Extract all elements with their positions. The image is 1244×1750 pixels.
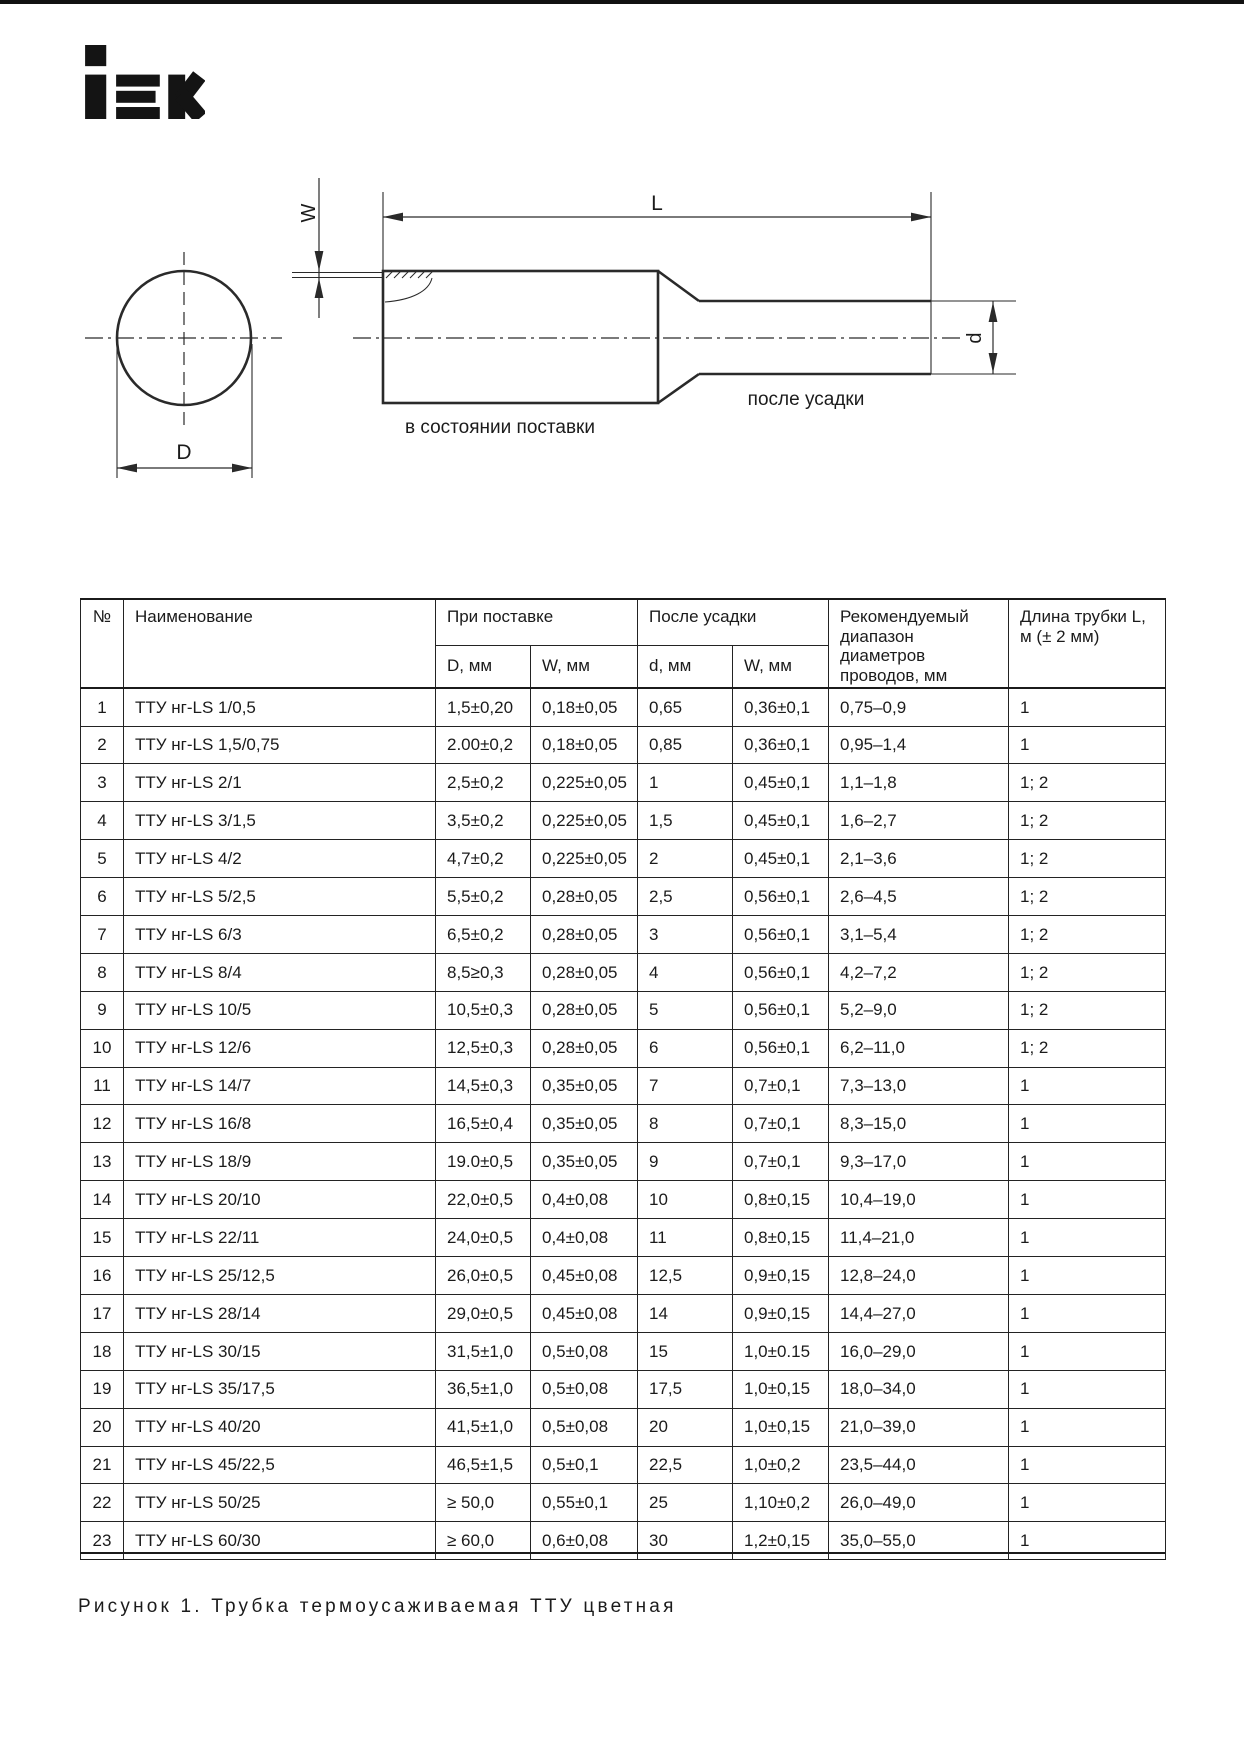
dim-label-d-small: d	[964, 332, 986, 344]
cell-length: 1	[1009, 726, 1166, 764]
cell-W-delivery: 0,55±0,1	[531, 1484, 638, 1522]
cell-length: 1; 2	[1009, 991, 1166, 1029]
cell-length: 1	[1009, 1408, 1166, 1446]
cell-length: 1; 2	[1009, 802, 1166, 840]
cell-D-delivery: 16,5±0,4	[436, 1105, 531, 1143]
cell-D-delivery: 24,0±0,5	[436, 1219, 531, 1257]
spec-table	[80, 598, 1166, 1560]
cell-name: ТТУ нг-LS 1,5/0,75	[124, 726, 436, 764]
cell-num: 1	[81, 688, 124, 726]
cell-W-shrunk: 0,56±0,1	[733, 1029, 829, 1067]
cell-num: 10	[81, 1029, 124, 1067]
cell-W-shrunk: 0,7±0,1	[733, 1105, 829, 1143]
cell-length: 1	[1009, 1522, 1166, 1560]
cell-D-delivery: 14,5±0,3	[436, 1067, 531, 1105]
cell-num: 6	[81, 878, 124, 916]
cell-W-delivery: 0,35±0,05	[531, 1067, 638, 1105]
cell-d-shrunk: 1,5	[638, 802, 733, 840]
cell-D-delivery: 6,5±0,2	[436, 916, 531, 954]
cell-D-delivery: 1,5±0,20	[436, 688, 531, 726]
cell-W-delivery: 0,5±0,08	[531, 1332, 638, 1370]
cell-W-delivery: 0,28±0,05	[531, 1029, 638, 1067]
cell-W-delivery: 0,4±0,08	[531, 1181, 638, 1219]
cell-W-shrunk: 1,0±0,15	[733, 1370, 829, 1408]
cell-W-delivery: 0,18±0,05	[531, 688, 638, 726]
cell-W-delivery: 0,5±0,08	[531, 1370, 638, 1408]
dim-label-w: W	[298, 203, 320, 223]
cell-W-shrunk: 0,8±0,15	[733, 1181, 829, 1219]
cell-num: 13	[81, 1143, 124, 1181]
cell-d-shrunk: 4	[638, 953, 733, 991]
cell-name: ТТУ нг-LS 12/6	[124, 1029, 436, 1067]
cell-W-shrunk: 1,0±0,15	[733, 1408, 829, 1446]
cell-D-delivery: 19.0±0,5	[436, 1143, 531, 1181]
table-row	[81, 1181, 1166, 1219]
wall-leader-curve	[385, 278, 432, 302]
cell-wire-range: 16,0–29,0	[829, 1332, 1009, 1370]
cell-W-delivery: 0,225±0,05	[531, 802, 638, 840]
cell-W-delivery: 0,35±0,05	[531, 1143, 638, 1181]
cell-d-shrunk: 20	[638, 1408, 733, 1446]
cell-name: ТТУ нг-LS 25/12,5	[124, 1257, 436, 1295]
cell-name: ТТУ нг-LS 35/17,5	[124, 1370, 436, 1408]
spec-table-body	[81, 688, 1166, 1559]
table-row	[81, 1067, 1166, 1105]
cell-num: 15	[81, 1219, 124, 1257]
cell-name: ТТУ нг-LS 10/5	[124, 991, 436, 1029]
cell-W-shrunk: 0,56±0,1	[733, 991, 829, 1029]
cell-num: 19	[81, 1370, 124, 1408]
cell-W-delivery: 0,225±0,05	[531, 764, 638, 802]
cell-length: 1	[1009, 1370, 1166, 1408]
table-row	[81, 953, 1166, 991]
table-row	[81, 688, 1166, 726]
cell-name: ТТУ нг-LS 16/8	[124, 1105, 436, 1143]
table-row	[81, 1219, 1166, 1257]
cell-D-delivery: 2.00±0,2	[436, 726, 531, 764]
cell-num: 14	[81, 1181, 124, 1219]
page-top-edge	[0, 0, 1244, 4]
figure-drawing	[0, 140, 1244, 500]
table-row	[81, 1294, 1166, 1332]
cell-num: 9	[81, 991, 124, 1029]
cell-D-delivery: 29,0±0,5	[436, 1294, 531, 1332]
dim-label-l: L	[651, 192, 663, 215]
header-wire-range: Рекомендуемый диапазон диаметров проводов, мм	[829, 599, 1009, 688]
cell-num: 22	[81, 1484, 124, 1522]
header-tube-length: Длина трубки L, м (± 2 мм)	[1009, 599, 1166, 688]
cell-d-shrunk: 10	[638, 1181, 733, 1219]
cell-D-delivery: 12,5±0,3	[436, 1029, 531, 1067]
cell-W-shrunk: 1,2±0,15	[733, 1522, 829, 1560]
cell-W-shrunk: 0,7±0,1	[733, 1143, 829, 1181]
cell-wire-range: 8,3–15,0	[829, 1105, 1009, 1143]
cell-W-shrunk: 1,0±0,2	[733, 1446, 829, 1484]
cell-d-shrunk: 0,65	[638, 688, 733, 726]
cell-D-delivery: 8,5≥0,3	[436, 953, 531, 991]
table-bottom-rule	[80, 1552, 1165, 1554]
cell-length: 1; 2	[1009, 878, 1166, 916]
cell-name: ТТУ нг-LS 18/9	[124, 1143, 436, 1181]
cell-d-shrunk: 22,5	[638, 1446, 733, 1484]
table-row	[81, 1257, 1166, 1295]
cell-W-shrunk: 0,45±0,1	[733, 764, 829, 802]
cell-name: ТТУ нг-LS 40/20	[124, 1408, 436, 1446]
cell-length: 1; 2	[1009, 764, 1166, 802]
table-row	[81, 726, 1166, 764]
cell-D-delivery: 4,7±0,2	[436, 840, 531, 878]
cell-num: 21	[81, 1446, 124, 1484]
cell-W-delivery: 0,5±0,08	[531, 1408, 638, 1446]
cell-W-shrunk: 1,0±0.15	[733, 1332, 829, 1370]
cell-num: 18	[81, 1332, 124, 1370]
cell-W-delivery: 0,28±0,05	[531, 878, 638, 916]
header-num: №	[81, 599, 124, 688]
cell-length: 1	[1009, 1143, 1166, 1181]
cell-W-shrunk: 1,10±0,2	[733, 1484, 829, 1522]
cell-d-shrunk: 30	[638, 1522, 733, 1560]
cell-d-shrunk: 0,85	[638, 726, 733, 764]
cell-name: ТТУ нг-LS 60/30	[124, 1522, 436, 1560]
cell-W-shrunk: 0,56±0,1	[733, 953, 829, 991]
header-d-shrunk: d, мм	[638, 645, 733, 688]
wall-thickness-lines	[292, 273, 383, 278]
cell-num: 7	[81, 916, 124, 954]
cell-d-shrunk: 11	[638, 1219, 733, 1257]
cell-W-shrunk: 0,8±0,15	[733, 1219, 829, 1257]
cell-num: 16	[81, 1257, 124, 1295]
cell-num: 11	[81, 1067, 124, 1105]
cell-wire-range: 12,8–24,0	[829, 1257, 1009, 1295]
table-row	[81, 1029, 1166, 1067]
cell-name: ТТУ нг-LS 22/11	[124, 1219, 436, 1257]
cell-W-delivery: 0,225±0,05	[531, 840, 638, 878]
cell-W-delivery: 0,45±0,08	[531, 1294, 638, 1332]
cell-wire-range: 10,4–19,0	[829, 1181, 1009, 1219]
cell-d-shrunk: 7	[638, 1067, 733, 1105]
cell-W-delivery: 0,28±0,05	[531, 916, 638, 954]
cell-length: 1	[1009, 1257, 1166, 1295]
cell-W-shrunk: 0,45±0,1	[733, 802, 829, 840]
cell-length: 1; 2	[1009, 953, 1166, 991]
cell-D-delivery: ≥ 60,0	[436, 1522, 531, 1560]
header-group-shrunk: После усадки	[638, 599, 829, 645]
cell-W-delivery: 0,28±0,05	[531, 953, 638, 991]
cell-num: 4	[81, 802, 124, 840]
cell-length: 1	[1009, 1105, 1166, 1143]
cell-name: ТТУ нг-LS 5/2,5	[124, 878, 436, 916]
cell-d-shrunk: 2,5	[638, 878, 733, 916]
cell-wire-range: 21,0–39,0	[829, 1408, 1009, 1446]
cell-wire-range: 26,0–49,0	[829, 1484, 1009, 1522]
cell-wire-range: 7,3–13,0	[829, 1067, 1009, 1105]
cell-num: 2	[81, 726, 124, 764]
cell-d-shrunk: 9	[638, 1143, 733, 1181]
cell-name: ТТУ нг-LS 30/15	[124, 1332, 436, 1370]
cell-D-delivery: 36,5±1,0	[436, 1370, 531, 1408]
cell-wire-range: 4,2–7,2	[829, 953, 1009, 991]
cell-D-delivery: 26,0±0,5	[436, 1257, 531, 1295]
cell-num: 17	[81, 1294, 124, 1332]
cell-num: 3	[81, 764, 124, 802]
cell-W-delivery: 0,35±0,05	[531, 1105, 638, 1143]
cell-wire-range: 6,2–11,0	[829, 1029, 1009, 1067]
table-row	[81, 802, 1166, 840]
cell-length: 1; 2	[1009, 840, 1166, 878]
cell-d-shrunk: 25	[638, 1484, 733, 1522]
cell-D-delivery: 3,5±0,2	[436, 802, 531, 840]
table-row	[81, 1105, 1166, 1143]
cell-num: 20	[81, 1408, 124, 1446]
table-row	[81, 1408, 1166, 1446]
cell-wire-range: 2,6–4,5	[829, 878, 1009, 916]
cell-W-shrunk: 0,45±0,1	[733, 840, 829, 878]
cell-wire-range: 14,4–27,0	[829, 1294, 1009, 1332]
cell-W-shrunk: 0,36±0,1	[733, 688, 829, 726]
cell-wire-range: 5,2–9,0	[829, 991, 1009, 1029]
cell-name: ТТУ нг-LS 14/7	[124, 1067, 436, 1105]
cell-wire-range: 11,4–21,0	[829, 1219, 1009, 1257]
cell-num: 8	[81, 953, 124, 991]
cell-d-shrunk: 2	[638, 840, 733, 878]
table-row	[81, 991, 1166, 1029]
cell-length: 1; 2	[1009, 916, 1166, 954]
cell-name: ТТУ нг-LS 4/2	[124, 840, 436, 878]
cell-d-shrunk: 6	[638, 1029, 733, 1067]
cell-W-shrunk: 0,56±0,1	[733, 878, 829, 916]
cell-wire-range: 18,0–34,0	[829, 1370, 1009, 1408]
cell-length: 1	[1009, 1294, 1166, 1332]
cell-D-delivery: 10,5±0,3	[436, 991, 531, 1029]
cell-name: ТТУ нг-LS 2/1	[124, 764, 436, 802]
cell-W-shrunk: 0,9±0,15	[733, 1257, 829, 1295]
cell-d-shrunk: 8	[638, 1105, 733, 1143]
cell-d-shrunk: 5	[638, 991, 733, 1029]
cell-wire-range: 9,3–17,0	[829, 1143, 1009, 1181]
cell-W-shrunk: 0,7±0,1	[733, 1067, 829, 1105]
table-row	[81, 1332, 1166, 1370]
cell-name: ТТУ нг-LS 8/4	[124, 953, 436, 991]
cell-W-delivery: 0,28±0,05	[531, 991, 638, 1029]
table-row	[81, 1446, 1166, 1484]
cell-wire-range: 0,75–0,9	[829, 688, 1009, 726]
cell-length: 1	[1009, 1484, 1166, 1522]
cell-d-shrunk: 17,5	[638, 1370, 733, 1408]
cell-name: ТТУ нг-LS 6/3	[124, 916, 436, 954]
table-row	[81, 1143, 1166, 1181]
cell-d-shrunk: 3	[638, 916, 733, 954]
spec-table-header	[81, 599, 1166, 688]
cell-W-delivery: 0,45±0,08	[531, 1257, 638, 1295]
cell-W-shrunk: 0,9±0,15	[733, 1294, 829, 1332]
cell-D-delivery: 22,0±0,5	[436, 1181, 531, 1219]
cell-d-shrunk: 1	[638, 764, 733, 802]
cell-W-shrunk: 0,36±0,1	[733, 726, 829, 764]
table-row	[81, 764, 1166, 802]
header-W-delivery: W, мм	[531, 645, 638, 688]
tube-taper	[658, 271, 699, 403]
table-row	[81, 878, 1166, 916]
cell-num: 5	[81, 840, 124, 878]
cell-D-delivery: 2,5±0,2	[436, 764, 531, 802]
cell-W-delivery: 0,5±0,1	[531, 1446, 638, 1484]
cell-W-delivery: 0,4±0,08	[531, 1219, 638, 1257]
cell-num: 23	[81, 1522, 124, 1560]
iek-logo	[85, 45, 205, 119]
header-D-delivery: D, мм	[436, 645, 531, 688]
cell-W-delivery: 0,6±0,08	[531, 1522, 638, 1560]
cell-d-shrunk: 15	[638, 1332, 733, 1370]
cell-length: 1; 2	[1009, 1029, 1166, 1067]
cell-wire-range: 1,6–2,7	[829, 802, 1009, 840]
cell-d-shrunk: 12,5	[638, 1257, 733, 1295]
header-group-delivery: При поставке	[436, 599, 638, 645]
table-row	[81, 916, 1166, 954]
cell-length: 1	[1009, 688, 1166, 726]
cell-name: ТТУ нг-LS 20/10	[124, 1181, 436, 1219]
cell-name: ТТУ нг-LS 1/0,5	[124, 688, 436, 726]
cell-name: ТТУ нг-LS 3/1,5	[124, 802, 436, 840]
cell-name: ТТУ нг-LS 50/25	[124, 1484, 436, 1522]
cell-length: 1	[1009, 1067, 1166, 1105]
cell-wire-range: 3,1–5,4	[829, 916, 1009, 954]
table-row	[81, 1370, 1166, 1408]
cell-D-delivery: 41,5±1,0	[436, 1408, 531, 1446]
tube-delivered-outline	[383, 271, 658, 403]
cell-wire-range: 2,1–3,6	[829, 840, 1009, 878]
table-row	[81, 840, 1166, 878]
cell-d-shrunk: 14	[638, 1294, 733, 1332]
cell-wire-range: 1,1–1,8	[829, 764, 1009, 802]
cell-W-shrunk: 0,56±0,1	[733, 916, 829, 954]
cell-wire-range: 23,5–44,0	[829, 1446, 1009, 1484]
cell-length: 1	[1009, 1181, 1166, 1219]
label-delivered-state: в состоянии поставки	[405, 417, 595, 438]
cell-D-delivery: 31,5±1,0	[436, 1332, 531, 1370]
cell-D-delivery: ≥ 50,0	[436, 1484, 531, 1522]
cell-name: ТТУ нг-LS 45/22,5	[124, 1446, 436, 1484]
dim-label-d-big: D	[176, 441, 192, 464]
cell-num: 12	[81, 1105, 124, 1143]
table-row	[81, 1484, 1166, 1522]
cell-wire-range: 0,95–1,4	[829, 726, 1009, 764]
cell-length: 1	[1009, 1332, 1166, 1370]
cell-length: 1	[1009, 1446, 1166, 1484]
header-name: Наименование	[124, 599, 436, 688]
cell-length: 1	[1009, 1219, 1166, 1257]
cell-wire-range: 35,0–55,0	[829, 1522, 1009, 1560]
cell-W-delivery: 0,18±0,05	[531, 726, 638, 764]
cell-D-delivery: 46,5±1,5	[436, 1446, 531, 1484]
header-W-shrunk: W, мм	[733, 645, 829, 688]
cell-name: ТТУ нг-LS 28/14	[124, 1294, 436, 1332]
label-after-shrink: после усадки	[747, 389, 865, 410]
figure-caption: Рисунок 1. Трубка термоусаживаемая ТТУ цветная	[78, 1596, 677, 1617]
cell-D-delivery: 5,5±0,2	[436, 878, 531, 916]
